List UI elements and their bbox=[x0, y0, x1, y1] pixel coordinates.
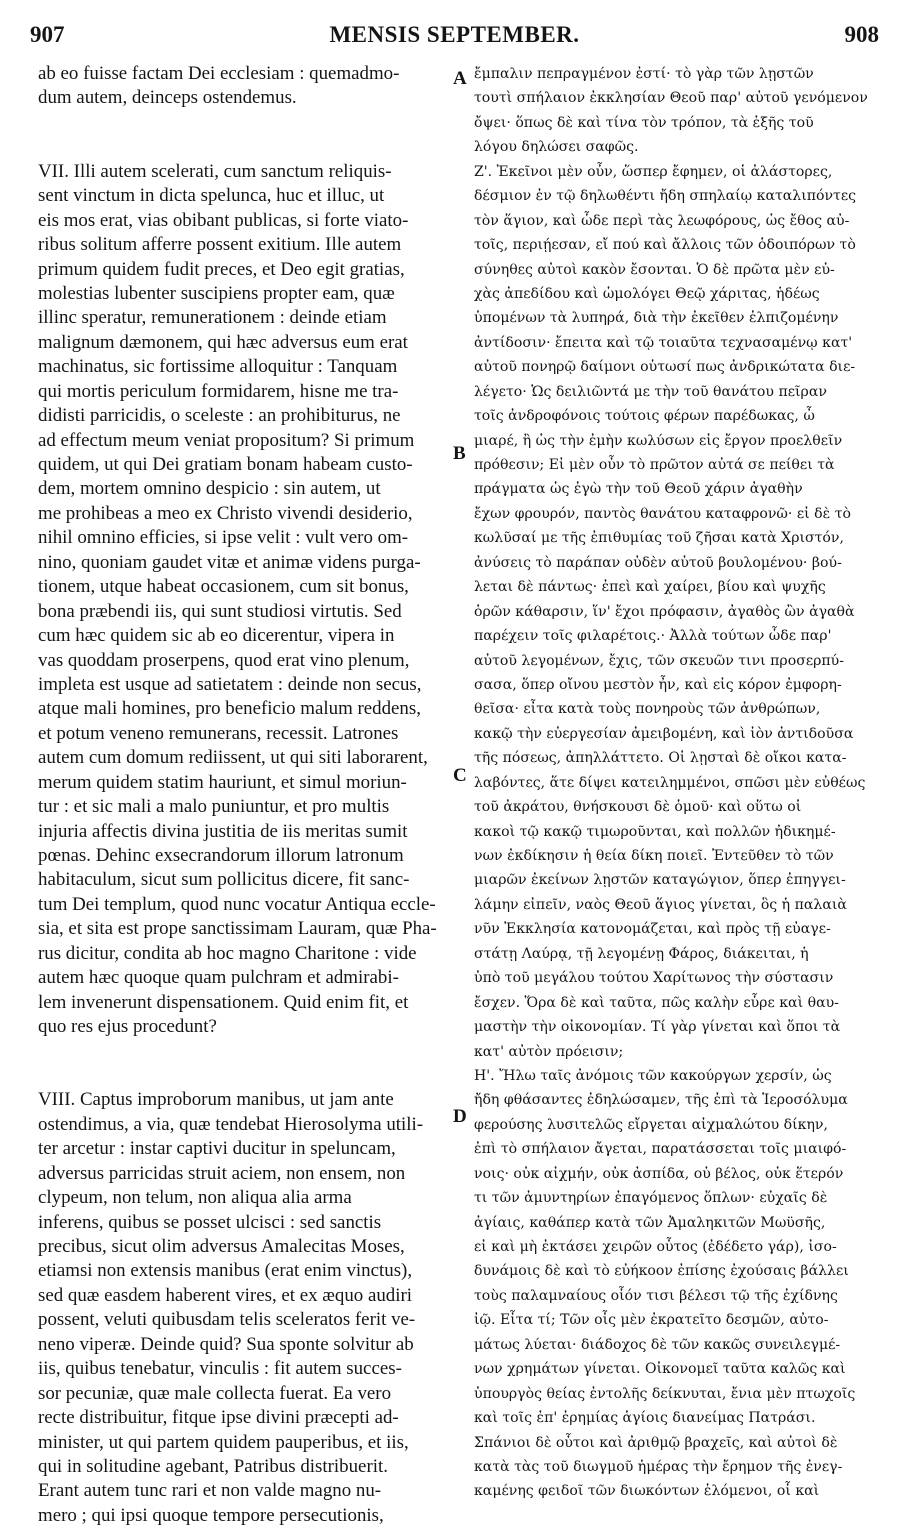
latin-text-line: ribus solitum afferre possent exitium. Ille autem bbox=[38, 234, 402, 256]
greek-text-line: ἔσχεν. Ὅρα δὲ καὶ ταῦτα, πῶς καλὴν εὗρε καὶ θαυ- bbox=[474, 994, 839, 1011]
latin-text-line: VII. Illi autem scelerati, cum sanctum reliquis- bbox=[38, 160, 392, 182]
greek-text-line: κατὰ τὰς τοῦ διωγμοῦ ἡμέρας τὴν ἔρημον τῆς ἐνεγ- bbox=[474, 1458, 843, 1475]
margin-letter-d: D bbox=[453, 1106, 467, 1127]
latin-text-line: atque mali homines, pro beneficio malum reddens, bbox=[38, 698, 421, 720]
latin-text-line: ter arcetur : instar captivi ducitur in speluncam, bbox=[38, 1138, 396, 1160]
greek-text-line: αὐτοῦ λεγομένων, ἔχις, τῶν σκευῶν τινι προσερπύ- bbox=[474, 652, 844, 669]
greek-text-line: λέγετο· Ὡς δειλιῶντά με τὴν τοῦ θανάτου πεῖραν bbox=[474, 383, 827, 400]
latin-text-line: injuria affectis divina justitia de iis meritas sumit bbox=[38, 820, 408, 842]
latin-text-line: impleta est usque ad satietatem : deinde non secus, bbox=[38, 673, 422, 695]
greek-text-line: αὐτοῦ πονηρῷ δαίμονι οὑτωσί πως ἀνδρικώτατα διε- bbox=[474, 359, 856, 376]
greek-text-line: κατ' αὐτὸν πρόεισιν; bbox=[474, 1043, 624, 1060]
latin-text-line: quo res ejus procedunt? bbox=[38, 1016, 217, 1038]
greek-text-line: λαβόντες, ἅτε δίψει κατειλημμένοι, σπῶσι μὲν εὐθέως bbox=[474, 774, 866, 791]
greek-text-line: ἔμπαλιν πεπραγμένον ἐστί· τὸ γὰρ τῶν λῃστῶν bbox=[474, 66, 814, 82]
latin-text-line: Erant autem tunc rari et non valde magno nu- bbox=[38, 1480, 382, 1502]
latin-text-line: pœnas. Dehinc exsecrandorum illorum latronum bbox=[38, 845, 404, 866]
latin-text-line: neno viperæ. Deinde quid? Sua sponte solvitur ab bbox=[38, 1333, 414, 1355]
greek-text-line: νων ἐκδίκησιν ἡ θεία δίκη ποιεῖ. Ἐντεῦθεν τὸ τῶν bbox=[474, 848, 834, 864]
greek-text-line: τὸν ἅγιον, καὶ ὧδε περὶ τὰς λεωφόρους, ὡς ἔθος αὐ- bbox=[474, 212, 850, 229]
latin-text-line: bona præbendi iis, qui sunt studiosi virtutis. Sed bbox=[38, 600, 402, 622]
greek-text-line: λάμην εἰπεῖν, ναὸς Θεοῦ ἅγιος γίνεται, ὃς ἡ παλαιὰ bbox=[474, 896, 847, 913]
margin-letter-c: C bbox=[453, 765, 467, 786]
greek-text-line: μάτως λύεται· διάδοχος δὲ τῶν κακῶς συνειλεγμέ- bbox=[474, 1336, 841, 1353]
greek-text-line: ὁρῶν κάθαρσιν, ἵν' ἔχοι πρόφασιν, ἀγαθὸς ὢν ἀγαθὰ bbox=[474, 603, 855, 620]
greek-text-line: λεται δὲ πάντως· ἐπεὶ καὶ χαίρει, βίου καὶ ψυχῆς bbox=[474, 579, 826, 596]
greek-text-line: ἤδη φθάσαντες ἐδηλώσαμεν, τῆς ἐπὶ τὰ Ἱεροσόλυμα bbox=[474, 1092, 848, 1109]
greek-text-line: ἀντίδοσιν· ἔπειτα καὶ τῷ τοιαῦτα τεχνασαμένῳ κατ' bbox=[474, 334, 853, 351]
greek-text-line: ὑπὸ τοῦ μεγάλου τούτου Χαρίτωνος τὴν σύστασιν bbox=[474, 970, 834, 987]
greek-text-line: νῦν Ἐκκλησία κατονομάζεται, καὶ πρὸς τῇ εὐαγε- bbox=[474, 921, 831, 938]
greek-text-line: νοις· οὐκ αἰχμήν, οὐκ ἀσπίδα, οὐ βέλος, οὐκ ἕτερόν bbox=[474, 1165, 844, 1182]
latin-text-line: ab eo fuisse factam Dei ecclesiam : quemadmo- bbox=[38, 63, 400, 84]
greek-text-line: φερούσης λυσιτελῶς εἴργεται αἰχμαλώτου δίκην, bbox=[474, 1116, 828, 1133]
latin-text-line: inferens, quibus se posset ulcisci : sed sanctis bbox=[38, 1211, 382, 1233]
greek-text-line: κωλῦσαί με τῆς ἐπιθυμίας τοῦ ζῆσαι κατὰ Χριστόν, bbox=[474, 530, 844, 547]
greek-text-line: ἰῷ. Εἶτα τί; Τῶν οἷς μὲν ἐκρατεῖτο δεσμῶν, αὐτο- bbox=[474, 1312, 829, 1329]
greek-text-line: τοῖς ἀνδροφόνοις τούτοις φέρων παρέδωκας, ὦ bbox=[474, 408, 815, 425]
greek-text-line: λόγου δηλώσει σαφῶς. bbox=[474, 139, 639, 156]
greek-text-line: καὶ τοῖς ἐπ' ἐρημίας ἁγίοις διανείμας Πατράσι. bbox=[474, 1410, 816, 1427]
latin-text-line: tur : et sic mali a malo puniuntur, et pro multis bbox=[38, 796, 390, 818]
latin-text-line: primum quidem fudit preces, et Deo egit gratias, bbox=[38, 258, 405, 280]
greek-text-line: ἁγίαις, καθάπερ κατὰ τῶν Ἀμαληκιτῶν Μωϋσῆς, bbox=[474, 1214, 826, 1231]
greek-column bbox=[474, 62, 880, 1504]
paragraph-gap bbox=[38, 1064, 448, 1088]
greek-text-line: ἐπὶ τὸ σπήλαιον ἄγεται, παρατάσσεται τοῖς μιαιφό- bbox=[474, 1141, 847, 1158]
latin-text-line: habitaculum, sicut sum pollicitus dicere, fit sanc- bbox=[38, 869, 410, 891]
latin-text-line: VIII. Captus improborum manibus, ut jam ante bbox=[38, 1089, 394, 1111]
latin-text-line: illinc speratur, remunerationem : deinde etiam bbox=[38, 307, 387, 329]
greek-text-line: δυνάμοις δὲ καὶ τὸ εὐήκοον ἐπίσης ἐχούσαις βάλλει bbox=[474, 1263, 849, 1280]
greek-text-line: καμένης φειδοῖ τῶν διωκόντων ἑλόμενοι, οἷ καὶ bbox=[474, 1483, 820, 1500]
latin-text-line: et potum veneno remunerans, recessit. Latrones bbox=[38, 722, 399, 744]
latin-text-line: eis mos erat, vias obibant publicas, si forte viato- bbox=[38, 209, 409, 231]
greek-text-line: τοῦ ἀκράτου, θνήσκουσι δὲ ὁμοῦ· καὶ οὕτω οἱ bbox=[474, 799, 802, 816]
greek-text-line: ὄψει· ὅπως δὲ καὶ τίνα τὸν τρόπον, τὰ ἑξῆς τοῦ bbox=[474, 114, 814, 131]
latin-text-line: recte distribuitur, fitque ipse divini præcepti ad- bbox=[38, 1407, 399, 1429]
paragraph-gap bbox=[38, 1040, 448, 1064]
latin-text-line: vas quoddam proserpens, quod erat vino plenum, bbox=[38, 649, 410, 671]
greek-text-line: ἀνύσεις τὸ παράπαν οὐδὲν αὐτοῦ βουλομένου· βού- bbox=[474, 554, 842, 571]
latin-text-line: sed quæ easdem haberent vires, et ex æquo audiri bbox=[38, 1284, 413, 1306]
right-column-number: 908 bbox=[844, 22, 879, 47]
greek-text-line: κακῷ τὴν εὐεργεσίαν ἀμειβομένη, καὶ ἰὸν ἀντιδοῦσα bbox=[474, 725, 854, 742]
greek-text-line: τουτὶ σπήλαιον ἐκκλησίαν Θεοῦ παρ' αὐτοῦ γενόμενον bbox=[474, 90, 868, 107]
greek-text-line: δέσμιον ἐν τῷ δηλωθέντι ἤδη σπηλαίῳ καταλιπόντες bbox=[474, 188, 857, 205]
greek-text-line: παρέχειν τοῖς φιλαρέτοις.· Ἀλλὰ τούτων ὧδε παρ' bbox=[474, 628, 832, 645]
latin-text-line: possent, veluti quibusdam telis sceleratos ferit ve- bbox=[38, 1309, 416, 1331]
latin-text-line: tum Dei templum, quod nunc vocatur Antiqua eccle- bbox=[38, 893, 436, 915]
latin-text-line: autem cum domum rediissent, ut qui siti laborarent, bbox=[38, 747, 428, 769]
greek-text-line: τοῖς, περιῄεσαν, εἴ πού καὶ ἄλλοις τῶν ὁδοιπόρων τὸ bbox=[474, 237, 856, 254]
latin-text-line: lem invenerunt dispensationem. Quid enim fit, et bbox=[38, 991, 409, 1013]
latin-text-line: sor pecuniæ, quæ male collecta fuerat. Ea vero bbox=[38, 1382, 392, 1404]
running-header bbox=[30, 22, 879, 54]
greek-text-line: νων χρημάτων γίνεται. Οἰκονομεῖ ταῦτα καλῶς καὶ bbox=[474, 1361, 846, 1378]
latin-text-line: mero ; qui ipsi quoque tempore persecutionis, bbox=[38, 1504, 384, 1526]
greek-text-line: θεῖσα· εἶτα κατὰ τοὺς πονηροὺς τῶν ἀνθρώπων, bbox=[474, 701, 821, 718]
latin-text-line: ostendimus, a via, quæ tendebat Hierosolyma utili- bbox=[38, 1113, 424, 1135]
margin-letter-b: B bbox=[453, 443, 466, 464]
greek-text-line: Σπάνιοι δὲ οὗτοι καὶ ἀριθμῷ βραχεῖς, καὶ αὐτοὶ δὲ bbox=[474, 1434, 838, 1451]
latin-text-line: precibus, sicut olim adversus Amalecitas Moses, bbox=[38, 1236, 405, 1257]
latin-text-line: dum autem, deinceps ostendemus. bbox=[38, 87, 297, 109]
latin-text-line: ad effectum meum veniat propositum? Si primum bbox=[38, 429, 415, 451]
paragraph-gap bbox=[38, 111, 448, 135]
greek-text-line: ὑπουργὸς θείας ἐντολῆς δείκνυται, ἔνια μὲν πτωχοῖς bbox=[474, 1385, 856, 1402]
latin-text-line: me prohibeas a meo ex Christo vivendi desiderio, bbox=[38, 502, 413, 524]
greek-text-line: τι τῶν ἀμυντηρίων ἐπαγόμενος ὅπλων· εὐχαῖς δὲ bbox=[474, 1190, 828, 1207]
latin-text-line: machinatus, sic fortissime alloquitur : Tanquam bbox=[38, 356, 398, 378]
latin-text-line: etiamsi non extensis manibus (erat enim vinctus), bbox=[38, 1260, 413, 1282]
latin-text-line: didisti parricidis, o sceleste : an prohibiturus, ne bbox=[38, 405, 401, 427]
latin-text-line: qui mortis periculum formidarem, hisne me tra- bbox=[38, 380, 399, 402]
latin-text-line: tionem, utque habeat occasionem, cum sit bonus, bbox=[38, 576, 409, 598]
greek-text-line: ἔχων φρουρόν, παντὸς θανάτου καταφρονῶ· εἰ δὲ τὸ bbox=[474, 505, 851, 522]
latin-text-line: autem hæc quoque quam pulchram et admirabi- bbox=[38, 967, 399, 989]
greek-text-line: πράγματα ὡς ἐγὼ τὴν τοῦ Θεοῦ χάριν ἀγαθὴν bbox=[474, 481, 803, 498]
greek-text-line: πρόθεσιν; Εἰ μὲν οὖν τὸ πρῶτον αὐτά σε πείθει τὰ bbox=[474, 457, 835, 473]
greek-text-line: εἰ καὶ μὴ ἐκτάσει χειρῶν οὗτος (ἐδέδετο γάρ), ἰσο- bbox=[474, 1239, 837, 1255]
greek-text-line: μαστὴν τὴν οἰκονομίαν. Τί γὰρ γίνεται καὶ ὅποι τὰ bbox=[474, 1019, 841, 1036]
latin-text-line: qui in solitudine agebant, Patribus distribuerit. bbox=[38, 1455, 388, 1477]
latin-text-line: merum quidem statim hauriunt, et simul moriun- bbox=[38, 771, 407, 793]
left-column-number: 907 bbox=[30, 22, 65, 47]
paragraph-gap bbox=[38, 135, 448, 159]
latin-text-line: sia, et sita est prope sanctissimam Lauram, quæ Pha- bbox=[38, 918, 437, 940]
latin-text-line: malignum dæmonem, qui hæc adversus eum erat bbox=[38, 331, 408, 353]
greek-text-line: τοὺς παλαμναίους οἷόν τισι βέλεσι τῷ τῆς ἐχίδνης bbox=[474, 1287, 838, 1304]
latin-text-line: minister, ut qui partem quidem pauperibus, et iis, bbox=[38, 1431, 409, 1453]
greek-text-line: χὰς ἀπεδίδου καὶ ὡμολόγει Θεῷ χάριτας, ἡδέως bbox=[474, 285, 820, 302]
greek-text-line: Η'. Ἤλω ταῖς ἀνόμοις τῶν κακούργων χερσίν, ὡς bbox=[474, 1067, 832, 1084]
greek-text-line: στάτῃ Λαύρᾳ, τῇ λεγομένῃ Φάρος, διάκειται, ἡ bbox=[474, 945, 809, 962]
latin-text-line: dem, mortem omnino despicio : sin autem, ut bbox=[38, 478, 381, 500]
latin-text-line: iis, quibus tenebatur, vinculis : fit autem succes- bbox=[38, 1358, 402, 1380]
greek-text-line: μιαρῶν ἐκείνων λῃστῶν καταγώγιον, ὅπερ ἐπηγγει- bbox=[474, 872, 846, 889]
greek-text-line: Ζ'. Ἐκεῖνοι μὲν οὖν, ὥσπερ ἔφημεν, οἱ ἀλάστορες, bbox=[474, 163, 833, 180]
latin-text-line: adversus parricidas struit aciem, non ensem, non bbox=[38, 1162, 406, 1184]
latin-text-line: nino, quoniam gaudet vitæ et animæ videns purga- bbox=[38, 551, 421, 573]
latin-text-line: sent vinctum in dicta spelunca, huc et illuc, ut bbox=[38, 185, 385, 207]
latin-column bbox=[38, 62, 448, 1528]
greek-text-line: σασα, ὅπερ οἴνου μεστὸν ἦν, καὶ εἰς κόρον ἐμφορη- bbox=[474, 676, 842, 693]
latin-text-line: nihil omnino efficies, si ipse velit : vult vero om- bbox=[38, 527, 409, 549]
latin-text-line: molestias lubenter suscipiens propter eam, quæ bbox=[38, 282, 395, 304]
running-title: MENSIS SEPTEMBER. bbox=[329, 22, 580, 47]
greek-text-line: ὑπομένων τὰ λυπηρά, διὰ τὴν ἐκεῖθεν ἐλπιζομένην bbox=[474, 310, 839, 327]
greek-text-line: κακοὶ τῷ κακῷ τιμωροῦνται, καὶ πολλῶν ἠδικημέ- bbox=[474, 823, 836, 840]
greek-text-line: τῆς πόσεως, ἀπηλλάττετο. Οἱ λῃσταὶ δὲ οἴκοι κατα- bbox=[474, 750, 847, 767]
latin-text-line: cum hæc quidem sic ab eo dicerentur, vipera in bbox=[38, 625, 395, 647]
margin-letter-a: A bbox=[453, 68, 467, 89]
latin-text-line: quidem, ut qui Dei gratiam bonam habeam custo- bbox=[38, 454, 413, 475]
latin-text-line: clypeum, non telum, non aliqua alia arma bbox=[38, 1187, 352, 1209]
latin-text-line: rus dicitur, condita ab hoc magno Charitone : vide bbox=[38, 942, 417, 964]
greek-text-line: μιαρέ, ἢ ὡς τὴν ἐμὴν κωλύσων εἰς ἔργον προελθεῖν bbox=[474, 432, 843, 449]
greek-text-line: σύνηθες αὐτοὶ κακὸν ἔσονται. Ὁ δὲ πρῶτα μὲν εὐ- bbox=[474, 261, 835, 278]
